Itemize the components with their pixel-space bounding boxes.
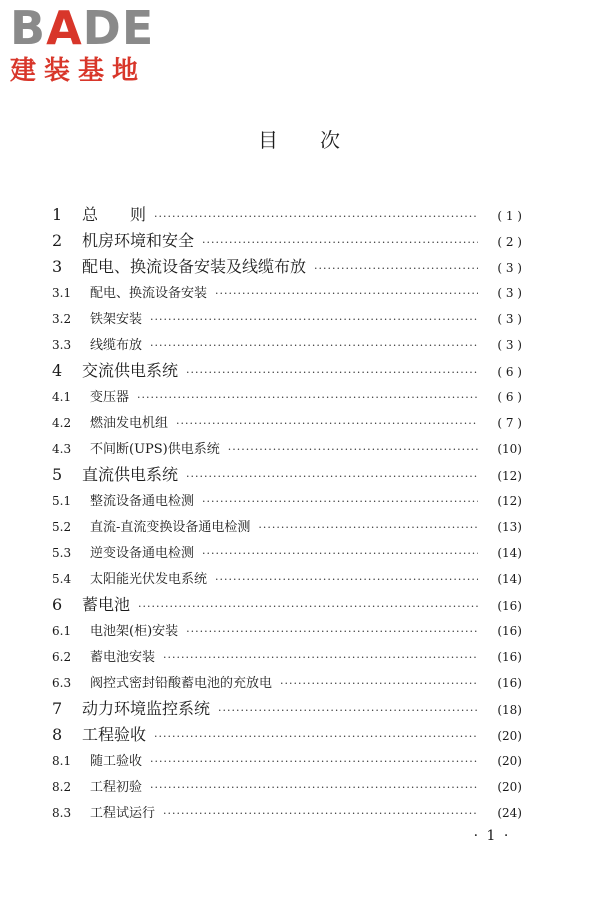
toc-entry-number: 6.1 [52, 624, 72, 638]
toc-entry-number: 8.2 [52, 780, 72, 794]
toc-entry-page: (12) [497, 469, 522, 483]
toc-entry-page: (20) [497, 729, 522, 743]
bade-logo [10, 1, 180, 86]
toc-leader-dots [150, 333, 478, 359]
toc-entry-title: 电池架(柜)安装 [90, 624, 179, 639]
toc-entry-number: 2 [52, 231, 63, 250]
toc-entry-number: 5.4 [52, 572, 72, 586]
toc-entry-number: 6 [52, 595, 63, 614]
toc-section-row [52, 800, 522, 826]
toc-leader-dots [186, 619, 478, 645]
toc-leader-dots [258, 515, 478, 541]
toc-entry-page: ( 3 ) [497, 286, 522, 300]
table-of-contents [52, 202, 522, 826]
toc-entry-number: 6.3 [52, 676, 72, 690]
toc-entry-page: ( 1 ) [497, 209, 522, 223]
toc-entry-title: 工程试运行 [90, 806, 156, 821]
toc-chapter-row [52, 592, 522, 618]
toc-section-row [52, 670, 522, 696]
toc-leader-dots [150, 749, 478, 775]
toc-chapter-row [52, 462, 522, 488]
toc-entry-title: 工程初验 [90, 780, 143, 795]
toc-leader-dots [163, 801, 478, 827]
toc-entry-page: (16) [497, 624, 522, 638]
toc-section-row [52, 514, 522, 540]
toc-entry-number: 5 [52, 465, 63, 484]
toc-leader-dots [218, 698, 478, 724]
toc-entry-page: ( 6 ) [497, 365, 522, 379]
toc-entry-number: 8 [52, 725, 63, 744]
toc-entry-title: 变压器 [90, 390, 130, 405]
toc-leader-dots [202, 541, 478, 567]
toc-section-row [52, 748, 522, 774]
toc-leader-dots [215, 567, 478, 593]
toc-section-row [52, 644, 522, 670]
toc-entry-title: 整流设备通电检测 [90, 494, 195, 509]
toc-section-row [52, 618, 522, 644]
toc-entry-page: (10) [497, 442, 522, 456]
toc-leader-dots [228, 437, 478, 463]
toc-entry-title: 随工验收 [90, 754, 143, 769]
toc-leader-dots [202, 230, 478, 256]
toc-section-row [52, 540, 522, 566]
toc-entry-title: 直流-直流变换设备通电检测 [90, 520, 251, 535]
toc-section-row [52, 384, 522, 410]
toc-entry-title: 机房环境和安全 [82, 231, 195, 250]
toc-entry-number: 8.1 [52, 754, 72, 768]
toc-section-row [52, 410, 522, 436]
toc-entry-number: 4 [52, 361, 63, 380]
logo-subtitle: 建装基地 [10, 56, 147, 86]
toc-leader-dots [163, 645, 478, 671]
toc-entry-title: 工程验收 [82, 725, 147, 744]
toc-leader-dots [154, 724, 478, 750]
toc-entry-number: 3.2 [52, 312, 72, 326]
toc-chapter-row [52, 202, 522, 228]
toc-entry-number: 1 [52, 205, 63, 224]
toc-chapter-row [52, 722, 522, 748]
toc-entry-number: 3.1 [52, 286, 72, 300]
page-title [0, 124, 600, 153]
toc-section-row [52, 436, 522, 462]
toc-entry-page: (18) [497, 703, 522, 717]
toc-section-row [52, 488, 522, 514]
page-number: · 1 · [473, 828, 511, 844]
toc-entry-page: ( 3 ) [497, 312, 522, 326]
toc-entry-number: 6.2 [52, 650, 72, 664]
toc-entry-number: 4.1 [52, 390, 72, 404]
toc-leader-dots [150, 307, 478, 333]
toc-entry-page: ( 3 ) [497, 338, 522, 352]
toc-entry-title: 铁架安装 [90, 312, 143, 327]
toc-section-row [52, 566, 522, 592]
toc-entry-number: 5.1 [52, 494, 72, 508]
toc-entry-title: 燃油发电机组 [90, 416, 169, 431]
toc-leader-dots [176, 411, 478, 437]
logo-wordmark: BADE [10, 1, 155, 55]
title-left-char: 目 [258, 128, 280, 152]
toc-entry-title: 直流供电系统 [82, 465, 179, 484]
toc-entry-page: (16) [497, 650, 522, 664]
toc-entry-page: (20) [497, 754, 522, 768]
toc-leader-dots [186, 360, 478, 386]
toc-chapter-row [52, 228, 522, 254]
toc-chapter-row [52, 696, 522, 722]
toc-leader-dots [186, 464, 478, 490]
toc-entry-number: 3 [52, 257, 63, 276]
toc-leader-dots [137, 385, 478, 411]
toc-section-row [52, 280, 522, 306]
toc-leader-dots [314, 256, 478, 282]
toc-chapter-row [52, 254, 522, 280]
toc-entry-number: 5.2 [52, 520, 72, 534]
toc-entry-page: (13) [497, 520, 522, 534]
toc-entry-title: 线缆布放 [90, 338, 143, 353]
toc-entry-number: 4.2 [52, 416, 72, 430]
toc-section-row [52, 774, 522, 800]
toc-entry-page: (16) [497, 676, 522, 690]
toc-entry-page: ( 3 ) [497, 261, 522, 275]
toc-leader-dots [202, 489, 478, 515]
toc-entry-page: (20) [497, 780, 522, 794]
toc-entry-page: (16) [497, 599, 522, 613]
toc-entry-page: (24) [497, 806, 522, 820]
toc-entry-page: (14) [497, 546, 522, 560]
toc-entry-title: 蓄电池安装 [90, 650, 156, 665]
toc-entry-title: 太阳能光伏发电系统 [90, 572, 208, 587]
toc-entry-page: ( 6 ) [497, 390, 522, 404]
toc-leader-dots [154, 204, 478, 230]
toc-chapter-row [52, 358, 522, 384]
toc-entry-title: 逆变设备通电检测 [90, 546, 195, 561]
toc-entry-page: ( 2 ) [497, 235, 522, 249]
toc-entry-page: (12) [497, 494, 522, 508]
toc-leader-dots [280, 671, 478, 697]
toc-entry-number: 8.3 [52, 806, 72, 820]
toc-entry-number: 4.3 [52, 442, 72, 456]
toc-entry-title: 配电、换流设备安装 [90, 286, 208, 301]
toc-entry-title: 配电、换流设备安装及线缆布放 [82, 257, 307, 276]
toc-leader-dots [215, 281, 478, 307]
toc-entry-number: 7 [52, 699, 63, 718]
toc-leader-dots [138, 594, 478, 620]
toc-entry-number: 3.3 [52, 338, 72, 352]
toc-entry-title: 阀控式密封铅酸蓄电池的充放电 [90, 676, 273, 691]
toc-section-row [52, 332, 522, 358]
toc-entry-number: 5.3 [52, 546, 72, 560]
toc-entry-title: 交流供电系统 [82, 361, 179, 380]
title-right-char: 次 [320, 128, 342, 152]
toc-section-row [52, 306, 522, 332]
toc-entry-page: (14) [497, 572, 522, 586]
toc-entry-title: 动力环境监控系统 [82, 699, 211, 718]
toc-entry-page: ( 7 ) [497, 416, 522, 430]
toc-leader-dots [150, 775, 478, 801]
toc-entry-title: 蓄电池 [82, 595, 131, 614]
toc-entry-title: 不间断(UPS)供电系统 [90, 442, 220, 457]
toc-entry-title: 总 则 [82, 205, 147, 224]
